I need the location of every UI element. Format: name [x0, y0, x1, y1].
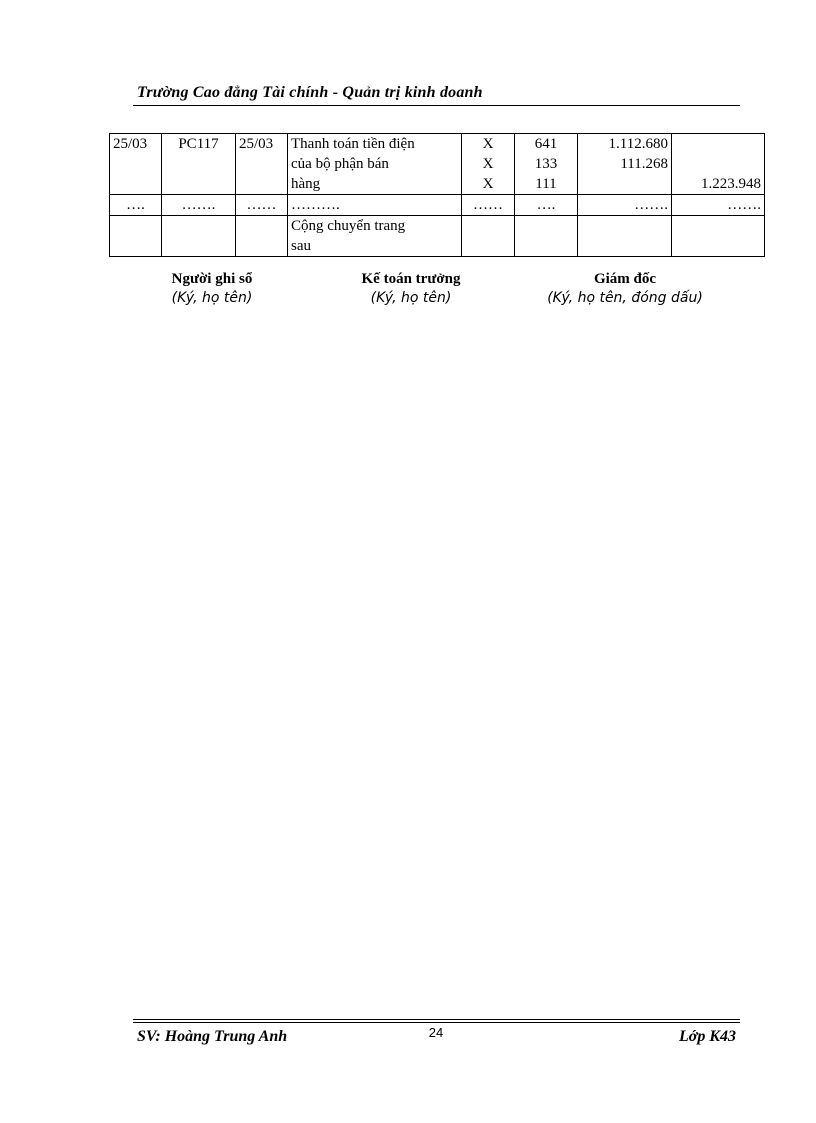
ellipsis-cell: ….	[515, 195, 578, 216]
ellipsis-cell: ……….	[288, 195, 462, 216]
entry-credit	[672, 134, 765, 195]
signature-role: Giám đốc	[593, 271, 657, 287]
credit-amount	[675, 154, 761, 174]
debit-amount: 111.268	[620, 156, 668, 172]
empty-cell	[578, 216, 672, 257]
signature-note: (Ký, họ tên)	[171, 290, 253, 306]
credit-amount	[675, 134, 761, 154]
page-header-title: Trường Cao đẳng Tài chính - Quản trị kinh doanh	[137, 84, 483, 101]
table-row	[110, 195, 765, 216]
signature-note: (Ký, họ tên, đóng dấu)	[547, 290, 703, 306]
ellipsis-cell: ……	[462, 195, 515, 216]
description-line: hàng	[291, 176, 321, 192]
footer-class: Lớp K43	[678, 1028, 736, 1045]
ellipsis-cell: …….	[578, 195, 672, 216]
empty-cell	[162, 216, 236, 257]
ledger-table	[109, 133, 765, 257]
entry-marks	[462, 134, 515, 195]
carry-forward-label	[288, 216, 462, 257]
ellipsis-cell: ….	[110, 195, 162, 216]
header-divider	[133, 105, 740, 106]
carry-line: sau	[291, 238, 311, 254]
signature-role: Người ghi sổ	[171, 271, 253, 287]
footer-divider	[133, 1019, 740, 1020]
page-number: 24	[428, 1025, 444, 1040]
carry-line: Cộng chuyển trang	[291, 218, 406, 234]
account-number: 111	[535, 176, 557, 192]
empty-cell	[462, 216, 515, 257]
entry-document-number: PC117	[162, 134, 236, 195]
empty-cell	[672, 216, 765, 257]
description-line: của bộ phận bán	[291, 156, 389, 172]
debit-amount: 1.112.680	[608, 136, 668, 152]
mark: X	[482, 176, 494, 192]
empty-cell	[515, 216, 578, 257]
description-line: Thanh toán tiền điện	[291, 136, 415, 152]
signature-note: (Ký, họ tên)	[370, 290, 452, 306]
ellipsis-cell: ……	[236, 195, 288, 216]
footer-divider	[133, 1022, 740, 1023]
entry-debit	[578, 134, 672, 195]
mark: X	[482, 136, 494, 152]
entry-description	[288, 134, 462, 195]
empty-cell	[110, 216, 162, 257]
empty-cell	[236, 216, 288, 257]
table-row	[110, 216, 765, 257]
signature-director	[525, 270, 725, 308]
ellipsis-cell: …….	[162, 195, 236, 216]
signature-chief-accountant	[331, 270, 491, 308]
account-number: 133	[534, 156, 558, 172]
mark: X	[482, 156, 494, 172]
debit-amount	[581, 174, 668, 194]
table-row	[110, 134, 765, 195]
entry-accounts	[515, 134, 578, 195]
signature-bookkeeper	[142, 270, 282, 308]
ellipsis-cell: …….	[672, 195, 765, 216]
entry-document-date: 25/03	[236, 134, 288, 195]
credit-amount: 1.223.948	[701, 176, 761, 192]
footer-student: SV: Hoàng Trung Anh	[137, 1028, 288, 1045]
entry-date: 25/03	[110, 134, 162, 195]
account-number: 641	[534, 136, 558, 152]
signature-role: Kế toán trưởng	[361, 271, 461, 287]
